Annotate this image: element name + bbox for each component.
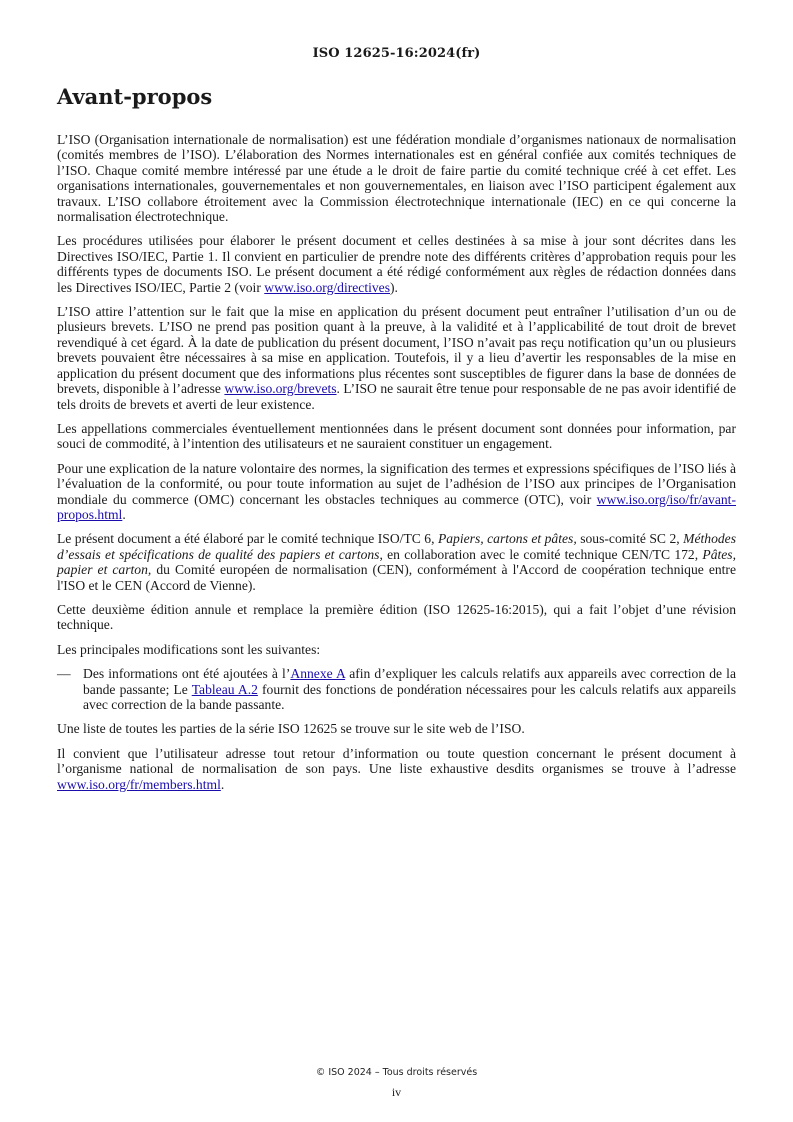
paragraph-procedures-end: ). (390, 279, 398, 295)
foreword-body (57, 132, 736, 801)
paragraph-trade-names: Les appellations commerciales éventuellement mentionnées dans le présent document sont données pour information, par souci de commodité, à l’intention des utilisateurs et ne sauraient constituer un engagement. (57, 420, 736, 452)
list-text-3: fournit des fonctions de pondération nécessaires pour les calculs relatifs aux appareils avec correction de la bande passante. (83, 681, 736, 712)
committee-cen-tc172-title: Pâtes, papier et carton, (57, 546, 736, 578)
committee-tc6-title: Papiers, cartons et pâtes, (437, 531, 577, 547)
paragraph-procedures (57, 233, 736, 295)
paragraph-feedback-text: Il convient que l’utilisateur adresse tout retour d’information ou toute question concernant le présent document à l’organisme national de normalisation de son pays. Une liste exhaustive desdits organismes se trouve à l’adresse (57, 745, 736, 777)
paragraph-edition: Cette deuxième édition annule et remplace la première édition (ISO 12625-16:2015), qui a fait l’objet d’une révision technique. (57, 601, 736, 633)
paragraph-voluntary-nature-text: Pour une explication de la nature volontaire des normes, la signification des termes et expressions spécifiques de l’ISO liés à l’évaluation de la conformité, ou pour toute information au sujet de l’adhésion de l’ISO aux principes de l’Organisation mondiale du commerce (OMC) concernant les obstacles techniques au commerce (OTC), voir (57, 460, 736, 507)
page-title: Avant-propos (57, 84, 213, 109)
list-text-2: afin d’expliquer les calculs relatifs aux appareils avec correction de la bande passante; Le (83, 666, 736, 697)
link-patents[interactable]: www.iso.org/brevets (224, 381, 337, 397)
paragraph-patents-end: . L’ISO ne saurait être tenue pour responsable de ne pas avoir identifié de tels droits de brevets et averti de leur existence. (57, 381, 736, 412)
copyright-notice: © ISO 2024 – Tous droits réservés (315, 1067, 478, 1078)
paragraph-series: Une liste de toutes les parties de la série ISO 12625 se trouve sur le site web de l’ISO. (57, 721, 525, 737)
paragraph-iso-intro: L’ISO (Organisation internationale de normalisation) est une fédération mondiale d’organismes nationaux de normalisation (comités membres de l’ISO). L’élaboration des Normes internationales est en général confiée aux comités techniques de l’ISO. Chaque comité membre intéressé par une étude a le droit de faire partie du comité technique créé à cet effet. Les organisations internationales, gouvernementales et non gouvernementales, en liaison avec l’ISO participent également aux travaux. L’ISO collabore étroitement avec la Commission électrotechnique internationale (IEC) en ce qui concerne la normalisation électrotechnique. (57, 132, 736, 225)
link-directives[interactable]: www.iso.org/directives (264, 279, 390, 295)
paragraph-feedback (57, 746, 736, 792)
committee-text-4: du Comité européen de normalisation (CEN), conformément à l'Accord de coopération technique entre l'ISO et le CEN (Accord de Vienne). (57, 562, 736, 593)
paragraph-patents-text: L’ISO attire l’attention sur le fait que la mise en application du présent document peut entraîner l’utilisation d’un ou de plusieurs brevets. L’ISO ne prend pas position quant à la preuve, à la validité et à l’applicabilité de tout droit de brevet revendiqué à cet égard. À la date de publication du présent document, l’ISO n’avait pas reçu notification qu’un ou plusieurs brevets pouvaient être nécessaires à sa mise en application. Toutefois, il y a lieu d’avertir les responsables de la mise en application du présent document que des informations plus récentes sont susceptibles de figurer dans la base de données de brevets, disponible à l’adresse (57, 304, 736, 397)
committee-sc2-title: Méthodes d’essais et spécifications de qualité des papiers et cartons (57, 531, 736, 562)
link-members[interactable]: www.iso.org/fr/members.html (57, 776, 221, 792)
list-item-text (83, 666, 736, 712)
list-item (57, 666, 736, 712)
link-foreword-info[interactable]: www.iso.org/iso/fr/avant-propos.html (57, 491, 736, 522)
paragraph-voluntary-nature (57, 461, 736, 523)
paragraph-voluntary-nature-end: . (122, 506, 126, 522)
paragraph-patents (57, 304, 736, 412)
link-tableau-a2[interactable]: Tableau A.2 (191, 681, 258, 697)
paragraph-committee (57, 531, 736, 593)
committee-text-2: sous-comité SC 2, (576, 531, 684, 547)
paragraph-changes-intro: Les principales modifications sont les suivantes: (57, 641, 321, 657)
page-number: iv (391, 1085, 402, 1099)
list-text-1: Des informations ont été ajoutées à l’ (83, 666, 291, 682)
list-dash: — (57, 666, 71, 682)
committee-text-3: , en collaboration avec le comité technique CEN/TC 172, (379, 546, 703, 562)
link-annexe-a[interactable]: Annexe A (290, 666, 346, 682)
paragraph-procedures-text: Les procédures utilisées pour élaborer le présent document et celles destinées à sa mise à jour sont décrites dans les Directives ISO/IEC, Partie 1. Il convient en particulier de prendre note des différents critères d’approbation requis pour les différents types de documents ISO. Le présent document a été rédigé conformément aux règles de rédaction données dans les Directives ISO/IEC, Partie 2 (voir (57, 233, 736, 295)
committee-text-1: Le présent document a été élaboré par le comité technique ISO/TC 6, (57, 531, 438, 547)
document-header: ISO 12625-16:2024(fr) (312, 46, 481, 61)
paragraph-feedback-end: . (220, 776, 225, 792)
